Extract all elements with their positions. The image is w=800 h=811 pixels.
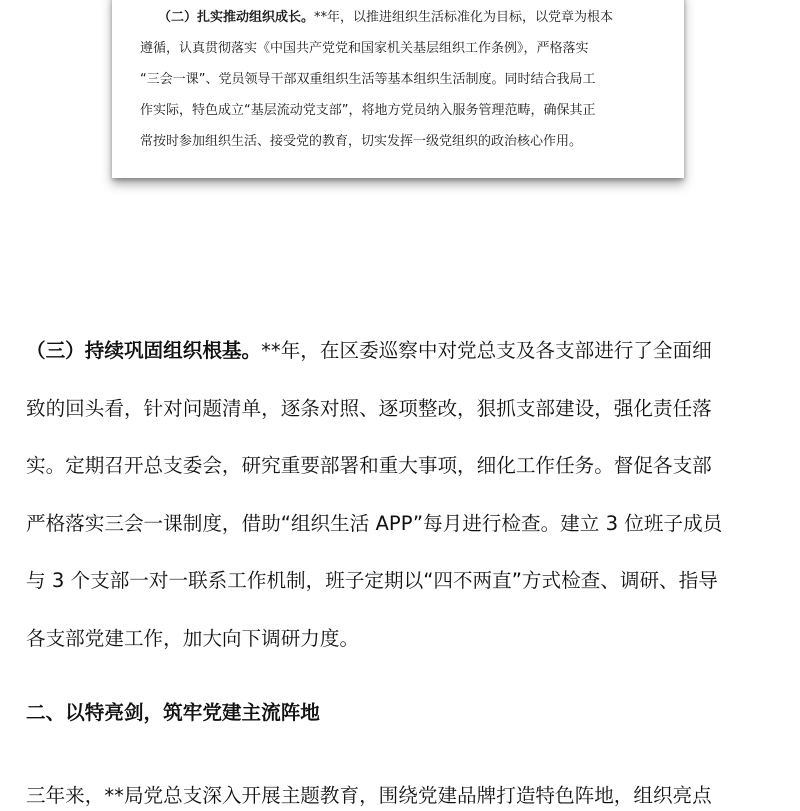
- paragraph-line-2: 致的回头看，针对问题清单，逐条对照、逐项整改，狠抓支部建设，强化责任落: [26, 396, 712, 420]
- document-page-card: [112, 0, 684, 178]
- paragraph-line-3: 实。定期召开总支委会，研究重要部署和重大事项，细化工作任务。督促各支部: [26, 454, 712, 477]
- card-line-2: 遵循，认真贯彻落实《中国共产党党和国家机关基层组织工作条例》，严格落实: [140, 41, 589, 56]
- section-three-subheading: （三）持续巩固组织根基。: [26, 339, 262, 362]
- paragraph-line-1: [26, 322, 778, 380]
- card-line-5: 常按时参加组织生活、接受党的教育，切实发挥一级党组织的政治核心作用。: [140, 134, 583, 149]
- paragraph-line-6: 各支部党建工作，加大向下调研力度。: [26, 626, 360, 650]
- section-two-first-line: 三年来，**局党总支深入开展主题教育，围绕党建品牌打造特色阵地，组织亮点: [26, 784, 712, 807]
- card-line-3: “三会一课”、党员领导干部双重组织生活等基本组织生活制度。同时结合我局工: [140, 72, 596, 87]
- card-line-4: 作实际，特色成立“基层流动党支部”，将地方党员纳入服务管理范畴，确保其正: [140, 103, 596, 118]
- section-three-paragraph: [26, 322, 778, 667]
- paragraph-line-4: 严格落实三会一课制度，借助“组织生活 APP”每月进行检查。建立 3 位班子成员: [26, 511, 723, 535]
- card-line-1: [158, 2, 648, 33]
- section-two-heading: 二、以特亮剑，筑牢党建主流阵地: [26, 701, 320, 724]
- paragraph-line-5: 与 3 个支部一对一联系工作机制，班子定期以“四不两直”方式检查、调研、指导: [26, 569, 718, 592]
- card-subheading: （二）扎实推动组织成长。: [158, 10, 315, 25]
- card-line-1-text: **年，以推进组织生活标准化为目标，以党章为根本: [314, 10, 614, 25]
- paragraph-line-1-text: **年，在区委巡察中对党总支及各支部进行了全面细: [261, 339, 712, 362]
